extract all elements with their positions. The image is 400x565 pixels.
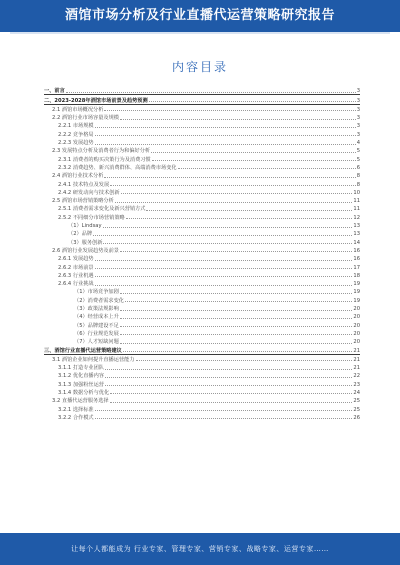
toc-entry-page: 21 [353,347,360,354]
toc-entry-label: 一、前言 [44,88,65,95]
toc-entry[interactable] [44,337,360,345]
toc-entry-label: 2.2.3 发展趋势 [58,140,94,147]
toc-entry-page: 3 [356,97,360,104]
toc-entry-label: （2）消费者需求变化 [74,297,124,304]
toc-leader-dots [178,168,356,169]
toc-entry-page: 13 [353,223,360,230]
footer-slogan: 让每个人都能成为 行业专家、管理专家、营销专家、战略专家、运营专家…… [71,545,329,553]
report-title: 酒馆市场分析及行业直播代运营策略研究报告 [64,8,335,23]
toc-entry[interactable] [44,154,360,162]
toc-leader-dots [103,227,353,228]
toc-entry-label: 2.6 酒馆行业发展趋势及前景 [52,247,119,254]
toc-leader-dots [151,152,356,153]
toc-entry-page: 8 [356,173,360,180]
toc-leader-dots [120,251,352,252]
toc-entry-page: 8 [356,181,360,188]
toc-leader-dots [95,144,356,145]
toc-entry-label: （5）品牌建设不足 [74,322,119,329]
toc-entry-page: 11 [353,198,360,205]
toc-leader-dots [104,110,355,111]
toc-leader-dots [110,402,353,403]
toc-entry-label: 3.2.2 合作模式 [58,414,94,421]
toc-entry-page: 20 [353,306,360,313]
toc-entry-page: 5 [356,156,360,163]
toc-entry-label: 二、2023-2028年酒馆市场前景及趋势预测 [44,97,148,104]
toc-entry-page: 3 [356,131,360,138]
toc-entry[interactable] [44,271,360,279]
toc-entry-page: 3 [356,106,360,113]
toc-entry-label: 2.3.1 消费者的购买决策行为及消费习惯 [58,156,151,163]
toc-entry[interactable] [44,86,360,95]
footer-bar [0,533,400,565]
toc-entry-page: 20 [353,322,360,329]
toc-leader-dots [105,369,352,370]
toc-entry-page: 19 [353,289,360,296]
toc-entry-page: 5 [356,148,360,155]
toc-leader-dots [110,185,356,186]
toc-leader-dots [126,218,353,219]
toc-entry-page: 16 [353,256,360,263]
toc-leader-dots [104,177,355,178]
toc-entry[interactable] [44,287,360,295]
toc-entry[interactable] [44,188,360,196]
toc-leader-dots [95,418,353,419]
toc-entry[interactable] [44,312,360,320]
toc-entry[interactable] [44,163,360,171]
toc-entry[interactable] [44,404,360,412]
toc-entry[interactable] [44,371,360,379]
toc-entry[interactable] [44,204,360,212]
toc-leader-dots [105,385,352,386]
toc-entry[interactable] [44,345,360,354]
toc-entry-label: 3.2 直播代运营服务选择 [52,398,109,405]
toc-leader-dots [95,268,353,269]
toc-leader-dots [149,101,356,102]
toc-leader-dots [105,377,352,378]
toc-entry-page: 16 [353,247,360,254]
toc-leader-dots [93,235,352,236]
toc-leader-dots [120,334,353,335]
toc-entry-page: 18 [353,272,360,279]
toc-entry-page: 25 [353,406,360,413]
toc-entry[interactable] [44,279,360,287]
toc-entry-page: 3 [356,123,360,130]
toc-leader-dots [95,127,356,128]
toc-entry-label: 2.6.3 行业机遇 [58,272,94,279]
toc-leader-dots [115,202,353,203]
toc-leader-dots [120,318,353,319]
toc-entry-label: 2.2.2 竞争格局 [58,131,94,138]
toc-entry-label: 2.6.1 发展趋势 [58,256,94,263]
toc-entry[interactable] [44,304,360,312]
toc-entry-label: 2.5.2 不同细分市场营销策略 [58,214,125,221]
toc-entry-page: 20 [353,314,360,321]
toc-entry[interactable] [44,138,360,146]
toc-entry-page: 22 [353,373,360,380]
toc-entry-page: 24 [353,389,360,396]
toc-entry-page: 19 [353,281,360,288]
toc-leader-dots [66,92,356,93]
toc-leader-dots [95,135,356,136]
toc-entry-page: 6 [356,164,360,171]
toc-entry[interactable] [44,295,360,303]
toc-entry-label: 2.6.4 行业挑战 [58,281,94,288]
toc-entry-page: 4 [356,140,360,147]
toc-leader-dots [136,360,353,361]
toc-entry-label: （6）行业规范发展 [74,330,119,337]
toc-entry-page: 3 [356,88,360,95]
toc-heading: 内容目录 [171,60,228,74]
toc-entry-page: 26 [353,414,360,421]
toc-entry-label: （7）人才短缺问题 [74,339,119,346]
toc-leader-dots [95,410,353,411]
toc-entry[interactable] [44,379,360,387]
toc-entry[interactable] [44,246,360,254]
toc-entry[interactable] [44,129,360,137]
toc-entry-page: 17 [353,264,360,271]
toc-entry-label: 2.4.2 研发动向与技术创新 [58,189,120,196]
toc-leader-dots [121,193,353,194]
toc-entry[interactable] [44,196,360,204]
toc-entry[interactable] [44,105,360,113]
toc-leader-dots [95,276,353,277]
toc-entry[interactable] [44,329,360,337]
toc-entry[interactable] [44,146,360,154]
toc-entry-label: 2.6.2 市场前景 [58,264,94,271]
toc-entry-label: 2.5.1 消费者需求变化及新兴营销方式 [58,206,146,213]
toc-entry-page: 14 [353,239,360,246]
header-divider [10,32,390,34]
toc-entry-label: （3）服务创新 [68,239,103,246]
toc-leader-dots [120,119,356,120]
toc-entry-label: 2.1 酒馆市场概况分析 [52,106,104,113]
toc-entry[interactable] [44,113,360,121]
toc-entry[interactable] [44,254,360,262]
toc-leader-dots [123,351,353,352]
toc-entry-page: 13 [353,231,360,238]
toc-entry-label: 3.1.1 打造专业团队 [58,365,104,372]
toc-entry-label: 2.2 酒馆行业市场容量及规模 [52,115,119,122]
toc-entry-page: 20 [353,330,360,337]
toc-entry-label: 2.2.1 市场规模 [58,123,94,130]
toc-entry-label: （3）政策法规影响 [74,306,119,313]
toc-leader-dots [120,293,353,294]
toc-entry-page: 3 [356,115,360,122]
toc-entry-label: 2.5 酒馆市场营销策略分析 [52,198,114,205]
toc-entry[interactable] [44,95,360,104]
toc-entry[interactable] [44,229,360,237]
toc-entry-page: 11 [353,206,360,213]
toc-entry-label: （1）Lindsay [68,223,102,230]
toc-entry-label: （4）经营成本上升 [74,314,119,321]
toc-leader-dots [95,260,353,261]
toc-leader-dots [120,343,353,344]
toc-entry[interactable] [44,262,360,270]
toc-entry-page: 20 [353,339,360,346]
toc-leader-dots [103,243,352,244]
toc-entry[interactable] [44,221,360,229]
toc-leader-dots [110,393,352,394]
toc-entry-label: 3.1.3 加强粉丝运营 [58,381,104,388]
toc-entry-label: 2.4.1 技术特点及发展 [58,181,110,188]
toc-leader-dots [152,160,356,161]
toc-entry[interactable] [44,355,360,363]
toc-entry-page: 10 [353,189,360,196]
toc-leader-dots [120,326,353,327]
toc-entry-page: 19 [353,297,360,304]
toc-entry[interactable] [44,388,360,396]
toc-entry[interactable] [44,121,360,129]
toc-entry-page: 23 [353,381,360,388]
toc-leader-dots [95,285,353,286]
toc-entry-page: 21 [353,356,360,363]
toc-entry-label: 3.2.1 选择标准 [58,406,94,413]
toc-leader-dots [146,210,352,211]
toc-entry-page: 12 [353,214,360,221]
toc-entry-label: 2.4 酒馆行业技术分析 [52,173,104,180]
toc-leader-dots [120,310,353,311]
toc-entry[interactable] [44,237,360,245]
toc-entry-page: 25 [353,398,360,405]
toc-entry[interactable] [44,179,360,187]
toc-entry[interactable] [44,363,360,371]
toc-entry-label: 2.3 发展特点分析及消费者行为和偏好分析 [52,148,151,155]
toc-entry-label: （1）市场竞争加剧 [74,289,119,296]
toc-entry-label: （2）品牌 [68,231,93,238]
toc-entry-label: 三、酒馆行业直播代运营策略建议 [44,347,122,354]
toc-entry-label: 3.1.4 数据分析与优化 [58,389,110,396]
toc-entry[interactable] [44,171,360,179]
toc-entry[interactable] [44,212,360,220]
table-of-contents [44,86,360,421]
toc-entry-label: 3.1 酒馆企业如何提升直播运营能力 [52,356,135,363]
toc-entry-page: 21 [353,365,360,372]
toc-entry[interactable] [44,396,360,404]
toc-entry[interactable] [44,413,360,421]
toc-entry-label: 3.1.2 优化直播内容 [58,373,104,380]
toc-entry[interactable] [44,320,360,328]
toc-leader-dots [125,301,352,302]
toc-entry-label: 2.3.2 消费趋势、新兴消费群体、高端消费市场变化 [58,164,177,171]
header-bar [0,0,400,32]
